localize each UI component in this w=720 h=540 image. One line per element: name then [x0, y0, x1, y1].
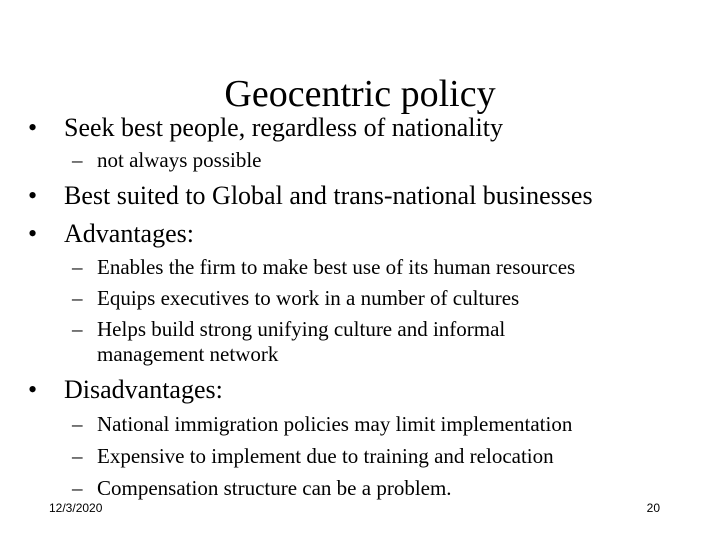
bullet-text: Seek best people, regardless of nationality — [64, 113, 503, 142]
sub-bullet-compensation — [72, 476, 452, 501]
dash-mark: – — [72, 317, 83, 341]
bullet-disadvantages — [28, 375, 223, 405]
bullet-mark: • — [28, 219, 38, 248]
sub-bullet-text: Helps build strong unifying culture and informal management network — [97, 317, 506, 366]
bullet-text: Best suited to Global and trans-national businesses — [64, 181, 593, 210]
sub-bullet-text: Expensive to implement due to training and relocation — [97, 444, 554, 468]
dash-mark: – — [72, 286, 83, 310]
sub-bullet-not-always-possible — [72, 148, 261, 173]
footer-date: 12/3/2020 — [49, 501, 103, 515]
sub-bullet-enables-firm — [72, 255, 575, 280]
sub-bullet-text: not always possible — [97, 148, 262, 172]
sub-bullet-expensive — [72, 444, 554, 469]
bullet-seek-best-people — [28, 113, 503, 143]
sub-bullet-equips-executives — [72, 286, 519, 311]
bullet-best-suited — [28, 181, 593, 211]
slide-number: 20 — [646, 501, 660, 515]
dash-mark: – — [72, 255, 83, 279]
slide-title: Geocentric policy — [224, 73, 496, 115]
bullet-mark: • — [28, 113, 38, 142]
dash-mark: – — [72, 444, 83, 468]
dash-mark: – — [72, 476, 83, 500]
sub-bullet-text: National immigration policies may limit implementation — [97, 412, 573, 436]
dash-mark: – — [72, 148, 83, 172]
sub-bullet-text: Enables the firm to make best use of its human resources — [97, 255, 576, 279]
dash-mark: – — [72, 412, 83, 436]
sub-bullet-text: Compensation structure can be a problem. — [97, 476, 452, 500]
bullet-advantages — [28, 219, 194, 249]
bullet-mark: • — [28, 375, 38, 404]
bullet-text: Advantages: — [64, 219, 194, 248]
bullet-text: Disadvantages: — [64, 375, 223, 404]
sub-bullet-unifying-culture — [72, 317, 572, 367]
sub-bullet-text: Equips executives to work in a number of cultures — [97, 286, 520, 310]
bullet-mark: • — [28, 181, 38, 210]
sub-bullet-immigration-policies — [72, 412, 572, 437]
